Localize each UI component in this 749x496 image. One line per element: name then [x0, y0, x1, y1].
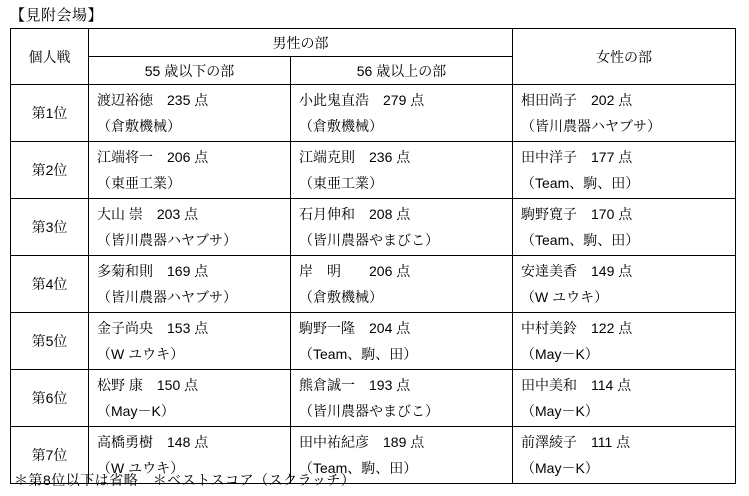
player-team: （東亜工業） — [97, 175, 181, 191]
player-score: 江端克則 236 点 — [299, 149, 411, 165]
player-team: （Team、駒、田） — [521, 232, 640, 248]
player-team: （東亜工業） — [299, 175, 383, 191]
men-under55-cell — [89, 85, 291, 142]
rank-cell: 第1位 — [11, 85, 89, 142]
header-men-division: 男性の部 — [89, 29, 513, 57]
table-row — [11, 256, 736, 313]
player-team: （倉敷機械） — [299, 118, 383, 134]
footnote: ＊第8位以下は省略 ＊ベストスコア（スクラッチ） — [14, 472, 356, 488]
player-team: （May－K） — [521, 403, 599, 419]
player-score: 金子尚央 153 点 — [97, 320, 209, 336]
player-team: （皆川農器ハヤブサ） — [97, 289, 237, 305]
player-score: 多菊和則 169 点 — [97, 263, 209, 279]
header-women-division: 女性の部 — [513, 29, 736, 85]
women-cell — [513, 313, 736, 370]
women-cell — [513, 142, 736, 199]
player-score: 田中祐紀彦 189 点 — [299, 434, 425, 450]
men-over56-cell — [291, 256, 513, 313]
player-score: 石月伸和 208 点 — [299, 206, 411, 222]
player-score: 相田尚子 202 点 — [521, 92, 633, 108]
player-team: （倉敷機械） — [299, 289, 383, 305]
women-cell — [513, 256, 736, 313]
header-men-under55: 55 歳以下の部 — [89, 57, 291, 85]
player-score: 前澤綾子 111 点 — [521, 434, 631, 450]
player-team: （皆川農器ハヤブサ） — [521, 118, 661, 134]
player-team: （倉敷機械） — [97, 118, 181, 134]
rank-cell: 第2位 — [11, 142, 89, 199]
men-over56-cell — [291, 313, 513, 370]
player-score: 松野 康 150 点 — [97, 377, 199, 393]
rank-cell: 第6位 — [11, 370, 89, 427]
player-score: 江端将一 206 点 — [97, 149, 209, 165]
player-team: （May－K） — [521, 460, 599, 476]
table-header — [11, 29, 736, 85]
header-men-over56: 56 歳以上の部 — [291, 57, 513, 85]
men-over56-cell — [291, 142, 513, 199]
player-team: （Team、駒、田） — [299, 460, 418, 476]
player-score: 田中洋子 177 点 — [521, 149, 633, 165]
player-team: （皆川農器ハヤブサ） — [97, 232, 237, 248]
player-score: 熊倉誠一 193 点 — [299, 377, 411, 393]
men-under55-cell — [89, 256, 291, 313]
player-score: 高橋勇樹 148 点 — [97, 434, 209, 450]
table-row — [11, 142, 736, 199]
women-cell — [513, 85, 736, 142]
men-over56-cell — [291, 370, 513, 427]
men-over56-cell — [291, 85, 513, 142]
men-under55-cell — [89, 142, 291, 199]
player-score: 田中美和 114 点 — [521, 377, 632, 393]
table-body — [11, 85, 736, 484]
rank-cell: 第7位 — [11, 427, 89, 484]
player-score: 小此鬼直浩 279 点 — [299, 92, 425, 108]
player-score: 安達美香 149 点 — [521, 263, 633, 279]
page-title: 【見附会場】 — [10, 7, 104, 24]
men-under55-cell — [89, 199, 291, 256]
table-row — [11, 370, 736, 427]
player-team: （皆川農器やまびこ） — [299, 232, 439, 248]
player-score: 駒野寛子 170 点 — [521, 206, 633, 222]
women-cell — [513, 199, 736, 256]
player-team: （W ユウキ） — [97, 346, 185, 362]
header-individual-battle: 個人戦 — [11, 29, 89, 85]
player-score: 駒野一隆 204 点 — [299, 320, 411, 336]
men-over56-cell — [291, 199, 513, 256]
player-score: 大山 崇 203 点 — [97, 206, 199, 222]
rank-cell: 第3位 — [11, 199, 89, 256]
rank-cell: 第4位 — [11, 256, 89, 313]
player-team: （Team、駒、田） — [299, 346, 418, 362]
player-team: （May－K） — [97, 403, 175, 419]
results-table — [10, 28, 736, 484]
player-score: 中村美鈴 122 点 — [521, 320, 633, 336]
women-cell — [513, 370, 736, 427]
player-team: （皆川農器やまびこ） — [299, 403, 439, 419]
rank-cell: 第5位 — [11, 313, 89, 370]
table-row — [11, 199, 736, 256]
player-score: 渡辺裕徳 235 点 — [97, 92, 209, 108]
table-row — [11, 85, 736, 142]
women-cell — [513, 427, 736, 484]
men-under55-cell — [89, 370, 291, 427]
player-score: 岸 明 206 点 — [299, 263, 411, 279]
men-under55-cell — [89, 313, 291, 370]
table-row — [11, 313, 736, 370]
player-team: （Team、駒、田） — [521, 175, 640, 191]
player-team: （W ユウキ） — [97, 460, 185, 476]
player-team: （May－K） — [521, 346, 599, 362]
player-team: （W ユウキ） — [521, 289, 609, 305]
